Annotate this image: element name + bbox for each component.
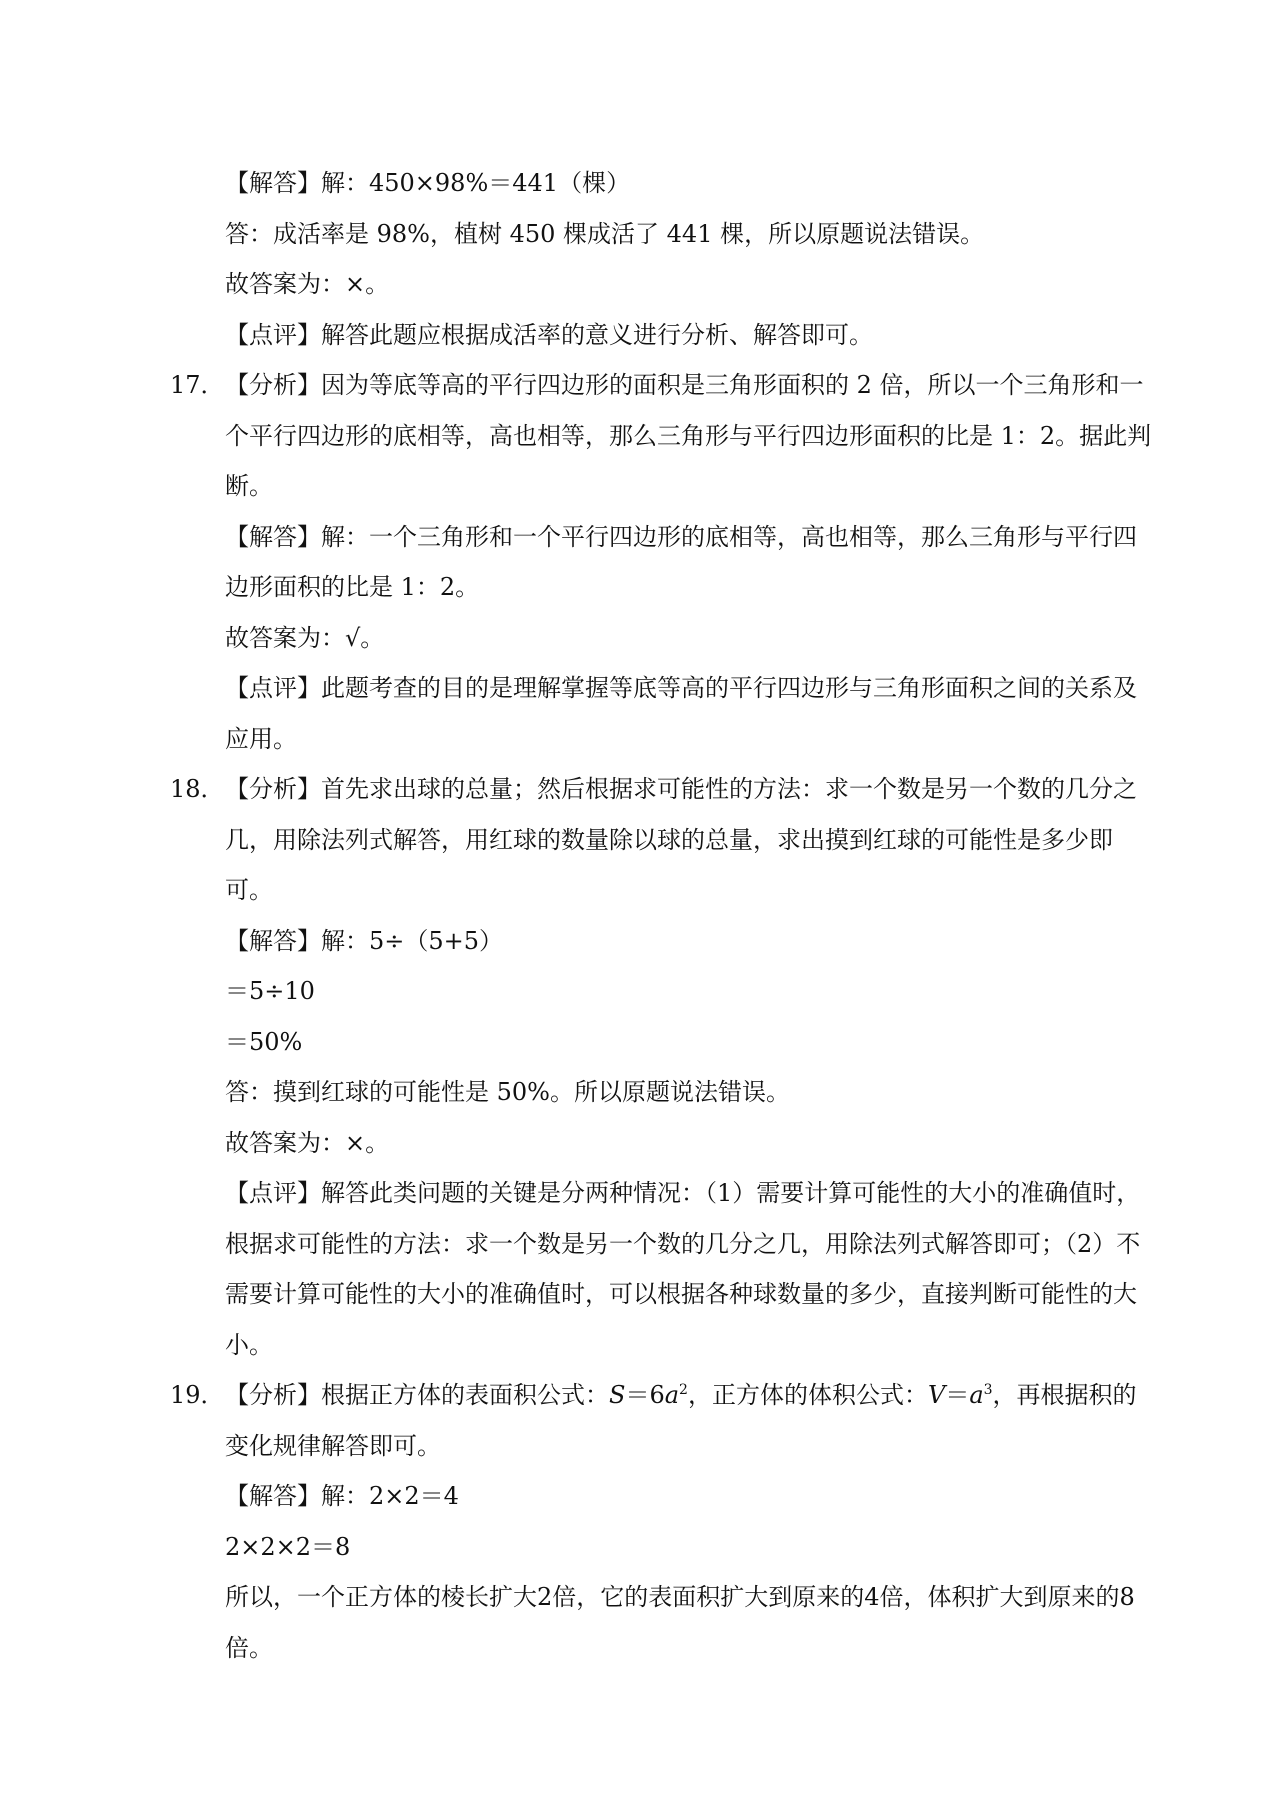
line-text: 【分析】因为等底等高的平行四边形的面积是三角形面积的 2 倍，所以一个三角形和一 [225,371,1144,399]
line-text: 应用。 [225,724,297,753]
question-19-line-1 [0,1370,1280,1421]
text: ，正方体的体积公式： [687,1381,928,1409]
text-line [0,1269,1280,1320]
line-text: 需要计算可能性的大小的准确值时，可以根据各种球数量的多少，直接判断可能性的大 [225,1280,1137,1308]
line-text: 【解答】解：450×98%＝441（棵） [225,169,631,197]
text-line [0,1118,1280,1169]
text-line [0,865,1280,916]
line-text: 断。 [225,472,273,500]
var-a: a [664,1381,680,1409]
line-text: 故答案为：×。 [225,1128,390,1157]
text: ＝6 [625,1381,665,1409]
line-text: 【点评】此题考查的目的是理解掌握等底等高的平行四边形与三角形面积之间的关系及 [225,674,1137,702]
line-text: 【解答】解：5÷（5+5） [225,926,504,955]
text-line [0,562,1280,613]
question-number: 17． [170,371,225,399]
line-text: 故答案为：×。 [225,270,390,298]
text-line [0,259,1280,310]
solution-lines [0,158,1280,1370]
text: ，再根据积的 [992,1381,1137,1409]
var-v: V [927,1381,946,1409]
text-line [0,512,1280,563]
line-text: 边形面积的比是 1：2。 [225,573,480,601]
line-text: 可。 [225,876,273,904]
line-text: 故答案为：√。 [225,623,385,652]
text-line [0,158,1280,209]
text-line [0,310,1280,361]
line-text: 几，用除法列式解答，用红球的数量除以球的总量，求出摸到红球的可能性是多少即 [225,825,1113,854]
text-line [0,209,1280,260]
line-text: 【点评】解答此类问题的关键是分两种情况：（1）需要计算可能性的大小的准确值时， [225,1179,1141,1207]
line-text: 答：成活率是 98%，植树 450 棵成活了 441 棵，所以原题说法错误。 [225,219,985,248]
line-text: 【分析】首先求出球的总量；然后根据求可能性的方法：求一个数是另一个数的几分之 [225,775,1137,803]
exponent: 3 [983,1382,993,1398]
text-line [0,714,1280,765]
line-text: 根据求可能性的方法：求一个数是另一个数的几分之几，用除法列式解答即可；（2）不 [225,1229,1141,1258]
text-line [0,461,1280,512]
line-text: 个平行四边形的底相等，高也相等，那么三角形与平行四边形面积的比是 1：2。据此判 [225,421,1152,450]
text-line [0,1219,1280,1270]
question-number: 19． [170,1381,225,1409]
question-19-line-6: 倍。 [225,1633,273,1662]
text-line [0,1067,1280,1118]
var-s: S [609,1381,626,1409]
text: 【分析】根据正方体的表面积公式： [225,1381,609,1409]
text-line [0,1017,1280,1068]
text: ＝ [945,1381,970,1409]
text-line [0,764,1280,815]
question-19-line-3: 【解答】解：2×2＝4 [225,1482,459,1510]
question-19-line-5: 所以，一个正方体的棱长扩大2倍，它的表面积扩大到原来的4倍，体积扩大到原来的8 [225,1583,1135,1611]
text-line [0,411,1280,462]
var-a: a [969,1381,984,1409]
text-line [0,815,1280,866]
question-19-line-4: 2×2×2＝8 [225,1532,351,1561]
line-text: 小。 [225,1330,273,1359]
text-line [0,916,1280,967]
document-page [0,158,1280,1673]
line-text: 【解答】解：一个三角形和一个平行四边形的底相等，高也相等，那么三角形与平行四 [225,522,1137,551]
line-text: 答：摸到红球的可能性是 50%。所以原题说法错误。 [225,1078,790,1106]
text-line [0,1320,1280,1371]
line-text: ＝5÷10 [225,977,315,1005]
text-line [0,613,1280,664]
line-text: 【点评】解答此题应根据成活率的意义进行分析、解答即可。 [225,320,873,349]
text-line [0,966,1280,1017]
question-19-line-2: 变化规律解答即可。 [225,1431,441,1460]
text-line [0,1168,1280,1219]
text-line [0,663,1280,714]
text-line [0,360,1280,411]
exponent: 2 [679,1382,688,1398]
line-text: ＝50% [225,1027,303,1056]
question-number: 18． [170,775,225,803]
